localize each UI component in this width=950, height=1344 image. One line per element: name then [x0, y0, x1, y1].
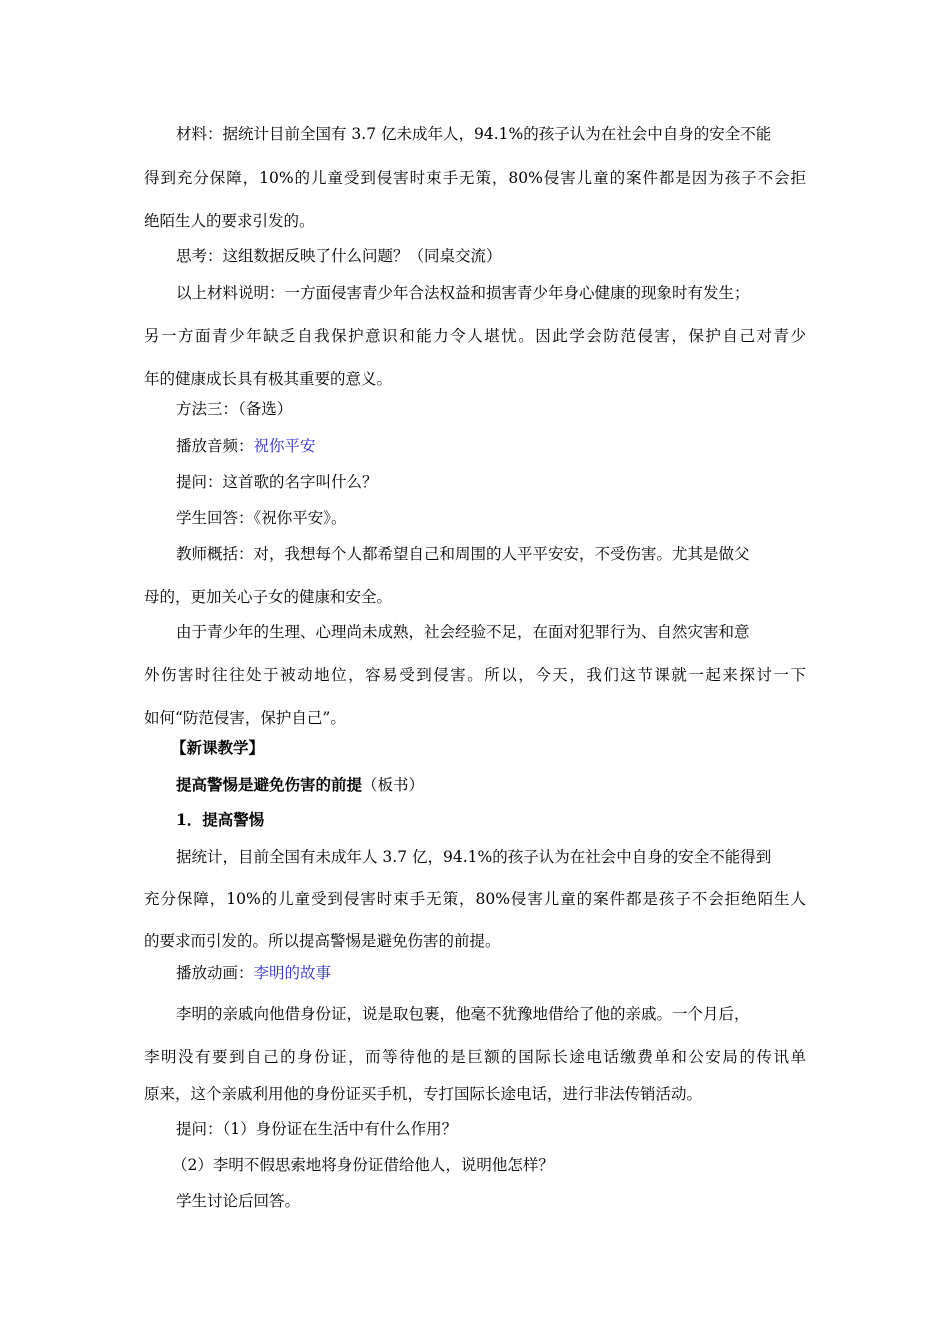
youth-line-2: 外伤害时往往处于被动地位，容易受到侵害。所以，今天，我们这节课就一起来探讨一下 — [144, 666, 806, 684]
play-audio-label: 播放音频： — [176, 437, 254, 455]
statistics-line-1: 据统计，目前全国有未成年人 3.7 亿，94.1%的孩子认为在社会中自身的安全不能得到 — [176, 848, 772, 866]
play-animation-line — [176, 963, 846, 983]
think-question: 思考：这组数据反映了什么问题？（同桌交流） — [176, 247, 502, 265]
teacher-summary-line-2: 母的，更加关心子女的健康和安全。 — [144, 588, 393, 606]
statistics-line-3: 的要求而引发的。所以提高警惕是避免伤害的前提。 — [144, 932, 501, 950]
audio-link[interactable]: 祝你平安 — [253, 437, 316, 455]
play-audio-line — [176, 436, 846, 456]
youth-line-3: 如何“防范侵害，保护自己”。 — [144, 709, 346, 727]
new-lesson-heading: 【新课教学】 — [171, 738, 265, 757]
section-heading-note: （板书） — [362, 776, 425, 794]
question-id-use: 提问：（1）身份证在生活中有什么作用？ — [176, 1120, 458, 1138]
explain-line-1: 以上材料说明：一方面侵害青少年合法权益和损害青少年身心健康的现象时有发生； — [176, 284, 750, 302]
student-answer-song: 学生回答：《祝你平安》。 — [176, 509, 347, 527]
section-heading-title: 提高警惕是避免伤害的前提 — [176, 775, 363, 794]
teacher-summary-line-1: 教师概括：对，我想每个人都希望自己和周围的人平平安安，不受伤害。尤其是做父 — [176, 545, 750, 563]
play-animation-label: 播放动画： — [176, 964, 254, 982]
question-lending: （2）李明不假思索地将身份证借给他人，说明他怎样？ — [172, 1156, 554, 1174]
material-line-2: 得到充分保障，10%的儿童受到侵害时束手无策，80%侵害儿童的案件都是因为孩子不会拒 — [144, 169, 806, 187]
story-line-2: 李明没有要到自己的身份证，而等待他的是巨额的国际长途电话缴费单和公安局的传讯单 — [144, 1048, 806, 1066]
story-line-1: 李明的亲戚向他借身份证，说是取包裹，他毫不犹豫地借给了他的亲戚。一个月后， — [176, 1005, 750, 1023]
material-line-3: 绝陌生人的要求引发的。 — [144, 212, 315, 230]
statistics-line-2: 充分保障，10%的儿童受到侵害时束手无策，80%侵害儿童的案件都是孩子不会拒绝陌生人 — [144, 890, 806, 908]
subsection-heading: 1．提高警惕 — [176, 810, 265, 829]
students-discuss: 学生讨论后回答。 — [176, 1192, 301, 1210]
material-line-1: 材料：据统计目前全国有 3.7 亿未成年人，94.1%的孩子认为在社会中自身的安全不能 — [176, 125, 772, 143]
method-three: 方法三：（备选） — [176, 400, 293, 418]
explain-line-3: 年的健康成长具有极其重要的意义。 — [144, 370, 393, 388]
story-line-3: 原来，这个亲戚利用他的身份证买手机，专打国际长途电话，进行非法传销活动。 — [144, 1085, 703, 1103]
question-song-name: 提问：这首歌的名字叫什么？ — [176, 473, 378, 491]
youth-line-1: 由于青少年的生理、心理尚未成熟，社会经验不足，在面对犯罪行为、自然灾害和意 — [176, 623, 750, 641]
animation-link[interactable]: 李明的故事 — [253, 964, 332, 982]
section-heading — [176, 775, 846, 795]
explain-line-2: 另一方面青少年缺乏自我保护意识和能力令人堪忧。因此学会防范侵害，保护自己对青少 — [144, 327, 806, 345]
